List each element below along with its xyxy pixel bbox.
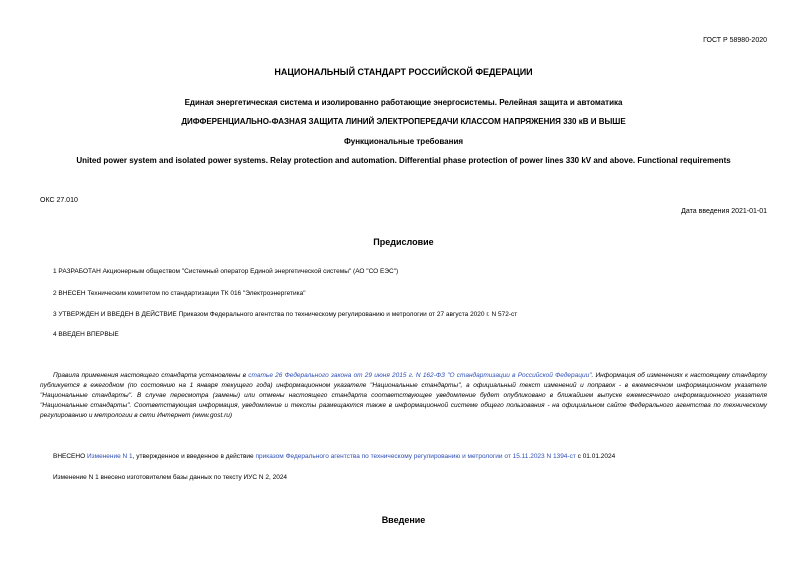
- preface-item-1: 1 РАЗРАБОТАН Акционерным обществом "Системный оператор Единой энергетической системы" (АО "СО ЕЭС"): [53, 268, 399, 275]
- change-1-link[interactable]: Изменение N 1: [86, 453, 133, 460]
- change-prefix: ВНЕСЕНО: [53, 453, 87, 460]
- change-middle: , утвержденное и введенное в действие: [132, 453, 256, 460]
- change-suffix: с 01.01.2024: [575, 453, 616, 460]
- federal-law-link[interactable]: статье 26 Федерального закона от 29 июня 2015 г. N 162-ФЗ "О стандартизации в Российской Федерации": [248, 372, 592, 379]
- national-standard-heading: НАЦИОНАЛЬНЫЙ СТАНДАРТ РОССИЙСКОЙ ФЕДЕРАЦИИ: [274, 67, 533, 77]
- change-source-note: Изменение N 1 внесено изготовителем базы данных по тексту ИУС N 2, 2024: [53, 474, 288, 481]
- intro-date: Дата введения 2021-01-01: [681, 208, 767, 215]
- main-title: ДИФФЕРЕНЦИАЛЬНО-ФАЗНАЯ ЗАЩИТА ЛИНИЙ ЭЛЕКТРОПЕРЕДАЧИ КЛАССОМ НАПРЯЖЕНИЯ 330 кВ И ВЫШЕ: [181, 117, 626, 126]
- change-notice: [53, 453, 615, 460]
- introduction-heading: Введение: [381, 515, 426, 525]
- rules-text-start: Правила применения настоящего стандарта установлены в: [53, 372, 249, 379]
- preface-item-3: 3 УТВЕРЖДЕН И ВВЕДЕН В ДЕЙСТВИЕ Приказом Федерального агентства по техническому регулированию и метрологии от 27 августа 2020 г. N 572-ст: [53, 311, 518, 318]
- system-title: Единая энергетическая система и изолированно работающие энергосистемы. Релейная защита и автоматика: [184, 98, 623, 107]
- usage-rules-paragraph: [40, 371, 767, 421]
- preface-item-2: 2 ВНЕСЕН Техническим комитетом по стандартизации ТК 016 "Электроэнергетика": [53, 290, 306, 297]
- subtitle: Функциональные требования: [343, 137, 464, 146]
- order-link[interactable]: приказом Федерального агентства по техническому регулированию и метрологии от 15.11.2023 N 1394-ст: [255, 453, 576, 460]
- rules-text-rest: . Информация об изменениях к настоящему стандарту публикуется в ежегодном (по состоянию на 1 января текущего года) информационном указателе "Национальные стандарты", а официальный текст изменений и поправок - в ежемесячном информационном указателе "Национальные стандарты". В случае пересмотра (замены) или отмены настоящего стандарта соответствующее уведомление будет опубликовано в ближайшем выпуске ежемесячного информационного указателя "Национальные стандарты". Соответствующая информация, уведомление и тексты размещаются также в информационной системе общего пользования - на официальном сайте Федерального агентства по техническому регулированию и метрологии в сети Интернет (www.gost.ru): [40, 372, 768, 419]
- preface-item-4: 4 ВВЕДЕН ВПЕРВЫЕ: [53, 331, 119, 338]
- preface-heading: Предисловие: [373, 237, 434, 247]
- oks-code: ОКС 27.010: [40, 197, 78, 204]
- english-title: United power system and isolated power systems. Relay protection and automation. Differential phase protection of power lines 330 kV and above. Functional requirements: [76, 156, 731, 165]
- document-code: ГОСТ Р 58980-2020: [703, 37, 767, 44]
